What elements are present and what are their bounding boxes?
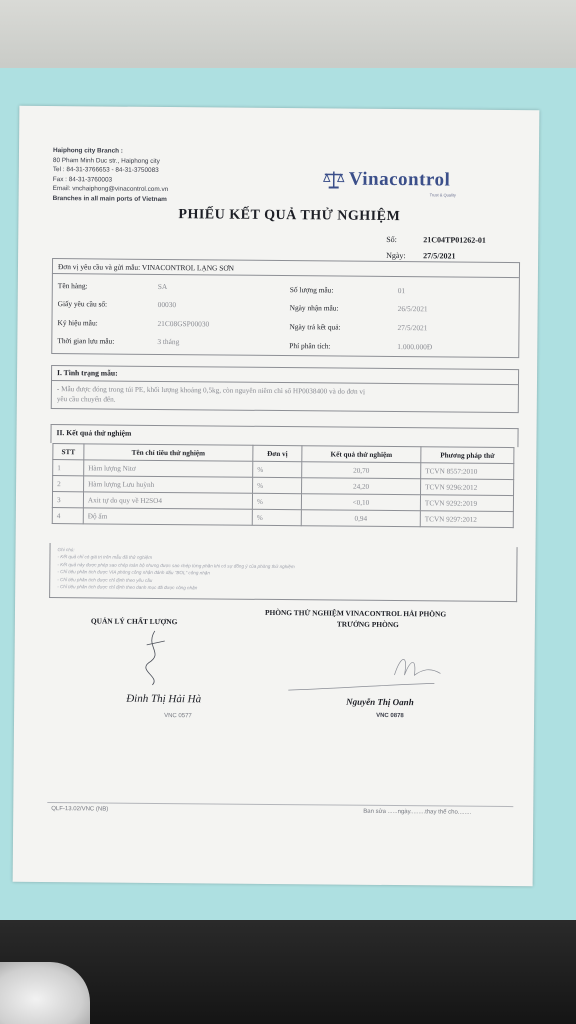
info-label: Ký hiệu mẫu: (57, 318, 98, 328)
footer-line (47, 802, 513, 807)
info-value: 01 (397, 286, 406, 296)
branch-address (53, 146, 169, 205)
note-line: - Kết quả chỉ có giá trị trên mẫu đã thử nghiệm (57, 554, 153, 561)
document-title: PHIẾU KẾT QUẢ THỬ NGHIỆM (178, 207, 401, 225)
results-table (52, 443, 515, 528)
cell-stt: 1 (53, 460, 84, 476)
info-value: 00030 (157, 299, 177, 310)
branch-line: Haiphong city Branch : (52, 147, 123, 155)
logo-tagline: Trust & Quality (429, 192, 456, 198)
cell-name: Hàm lượng Nitơ (84, 460, 253, 477)
cell-result: 20,70 (302, 462, 421, 479)
col-header-name: Tên chỉ tiêu thử nghiệm (84, 444, 253, 461)
scale-icon (323, 169, 345, 189)
note-line: - Kết quả này được phép sao chép toàn bộ nhưng được sao chép từng phần khi có sự đồng ý của phòng thử nghiệm (57, 561, 295, 569)
cell-method: TCVN 9292:2019 (420, 495, 513, 512)
cell-name: Độ ẩm (83, 508, 252, 525)
branch-line: Branches in all main ports of Vietnam (52, 195, 167, 204)
head-signer-name: Nguyễn Thị Oanh (346, 696, 414, 708)
cell-unit: % (252, 493, 301, 509)
qa-title: QUẢN LÝ CHẤT LƯỢNG (90, 616, 178, 627)
info-label: Số lượng mẫu: (289, 285, 334, 295)
qa-signature-scribble (124, 627, 185, 688)
doc-date: 27/5/2021 (423, 251, 456, 261)
note-line: - Chỉ tiêu phân tích được chỉ định theo yêu cầu (57, 576, 153, 583)
wall-background (0, 0, 576, 70)
branch-line: Email: vnchaiphong@vinacontrol.com.vn (52, 185, 169, 194)
section1-title: I. Tình trạng mẫu: (57, 368, 118, 378)
section2-title: II. Kết quả thử nghiệm (56, 428, 132, 438)
notes (57, 546, 295, 593)
note-line: - Chỉ tiêu phân tích được VIA phòng công nhận đánh dấu "BOL" công nhận (57, 569, 210, 576)
info-value: 1.000.000Đ (397, 342, 433, 352)
cell-name: Hàm lượng Lưu huỳnh (84, 476, 253, 493)
col-header-result: Kết quả thử nghiệm (302, 446, 421, 463)
cell-result: 0,94 (301, 510, 420, 527)
sample-status-text: yêu cầu chuyển đến. (56, 395, 116, 404)
info-label: Ngày nhận mẫu: (289, 303, 339, 313)
qa-signer-name: Đinh Thị Hải Hà (126, 692, 202, 706)
info-value: SA (157, 281, 168, 292)
info-value: 21C08GSP00030 (157, 318, 210, 329)
lab-name: PHÒNG THỬ NGHIỆM VINACONTROL HẢI PHÒNG (264, 607, 447, 619)
info-label: Giấy yêu cầu số: (57, 299, 108, 309)
white-cloth (0, 962, 90, 1024)
info-label: Tên hàng: (57, 281, 88, 291)
vinacontrol-logo (323, 168, 451, 191)
branch-line: Tel : 84-31-3766653 - 84-31-3750083 (52, 166, 159, 175)
notes-title: Ghi chú: (57, 547, 75, 553)
col-header-method: Phương pháp thử (421, 447, 514, 464)
cell-unit: % (253, 477, 302, 493)
requester: Đơn vị yêu cầu và gửi mẫu: VINACONTROL LẠNG SƠN (57, 262, 235, 273)
cell-stt: 4 (52, 508, 83, 524)
cell-result: 24,20 (302, 478, 421, 495)
cell-stt: 3 (52, 492, 83, 508)
head-signer-code: VNC 0878 (376, 712, 404, 720)
branch-line: 80 Pham Minh Duc str., Haiphong city (52, 156, 160, 165)
cell-method: TCVN 9296:2012 (421, 479, 514, 496)
cell-name: Axit tự do quy về H2SO4 (83, 492, 252, 509)
qa-signer-code: VNC 0577 (164, 713, 192, 720)
info-label: Thời gian lưu mẫu: (57, 336, 115, 346)
cell-unit: % (252, 509, 301, 525)
table-row (52, 508, 513, 528)
cell-method: TCVN 8557:2010 (421, 463, 514, 480)
cell-result: <0,10 (301, 494, 420, 511)
revision-note: Ban sửa ......ngày.........thay thế cho........ (363, 808, 472, 816)
note-line: - Chỉ tiêu phân tích được chỉ định theo danh mục đã được công nhận (57, 584, 198, 591)
cell-stt: 2 (53, 476, 84, 492)
branch-line: Fax : 84-31-3760003 (52, 175, 113, 184)
col-header-stt: STT (53, 444, 84, 460)
info-label: Phí phân tích: (289, 341, 331, 351)
sample-status-text: - Mẫu được đóng trong túi PE, khối lượng khoảng 0,5kg, còn nguyên niêm chì số HP0038400 và do đơn vị (56, 385, 366, 396)
info-value: 3 tháng (157, 336, 180, 347)
cell-method: TCVN 9297:2012 (420, 511, 513, 528)
head-title: TRƯỞNG PHÒNG (336, 619, 399, 630)
col-header-unit: Đơn vị (253, 445, 302, 461)
logo-text: Vinacontrol (348, 168, 451, 191)
head-signature-scribble (284, 644, 454, 697)
info-value: 26/5/2021 (397, 304, 428, 314)
doc-date-label: Ngày: (386, 250, 406, 261)
info-value: 27/5/2021 (397, 323, 428, 333)
info-label: Ngày trả kết quả: (289, 322, 341, 332)
cell-unit: % (253, 461, 302, 477)
form-code: QLF-13.02/VNC (NB) (51, 806, 109, 813)
test-result-document (13, 106, 540, 887)
doc-number-label: Số: (386, 234, 397, 245)
doc-number: 21C04TP01262-01 (423, 235, 486, 245)
